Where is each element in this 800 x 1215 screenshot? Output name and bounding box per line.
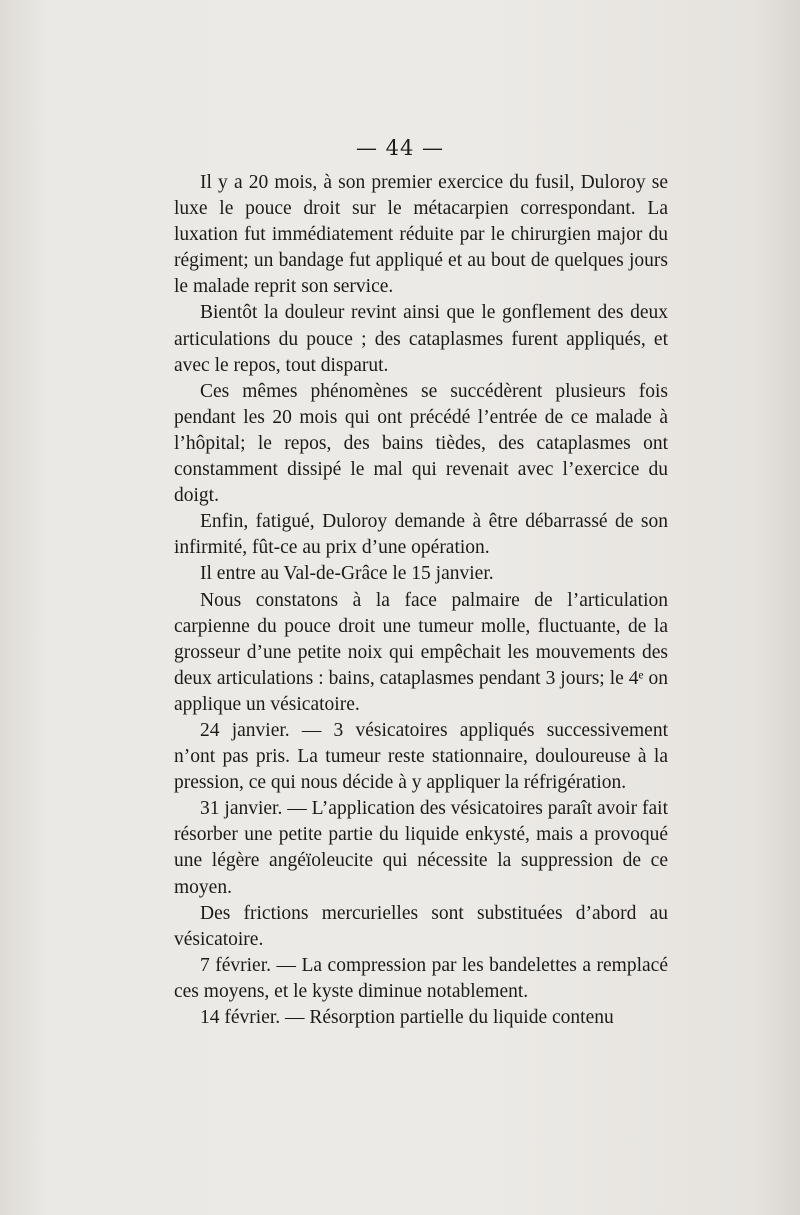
paragraph-1: Il y a 20 mois, à son premier exercice du fusil, Duloroy se luxe le pouce droit sur le métacarpien correspondant. La luxation fut immédiatement réduite par le chirurgien major du régiment; un bandage fut appliqué et au bout de quelques jours le malade reprit son service. — [174, 172, 668, 298]
page-number: — 44 — — [355, 136, 445, 160]
paragraph-2: Bientôt la douleur revint ainsi que le gonflement des deux articulations du pouce ; des cataplasmes furent appliqués, et avec le repos, tout disparut. — [174, 302, 668, 376]
paragraph-7: 24 janvier. — 3 vésicatoires appliqués successivement n’ont pas pris. La tumeur reste stationnaire, douloureuse à la pression, ce qui nous décide à y appliquer la réfrigération. — [174, 719, 668, 794]
paragraph-9: Des frictions mercurielles sont substituées d’abord au vésicatoire. — [174, 902, 668, 950]
paragraph-11: 14 février. — Résorption partielle du liquide contenu — [200, 1007, 614, 1028]
paragraph-5: Il entre au Val-de-Grâce le 15 janvier. — [200, 563, 494, 585]
paragraph-4: Enfin, fatigué, Duloroy demande à être débarrassé de son infirmité, fût-ce au prix d’une opération. — [174, 511, 668, 559]
paragraph-3: Ces mêmes phénomènes se succédèrent plusieurs fois pendant les 20 mois qui ont précédé l’entrée de ce malade à l’hôpital; le repos, des bains tièdes, des cataplasmes ont constamment dissipé le mal qui revenait avec l’exercice du doigt. — [174, 380, 668, 507]
paragraph-8: 31 janvier. — L’application des vésicatoires paraît avoir fait résorber une petite partie du liquide enkysté, mais a provoqué une légère angéïoleucite qui nécessite la suppression de ce moyen. — [174, 798, 668, 898]
paragraph-6: Nous constatons à la face palmaire de l’articulation carpienne du pouce droit une tumeur molle, fluctuante, de la grosseur d’une petite noix qui empêchait les mouvements des deux articulations : bains, cataplasmes pendant 3 jours; le 4ᵉ on applique un vésicatoire. — [174, 589, 668, 715]
paragraph-10: 7 février. — La compression par les bandelettes a remplacé ces moyens, et le kyste diminue notablement. — [174, 954, 668, 1002]
body-text — [174, 170, 668, 1031]
